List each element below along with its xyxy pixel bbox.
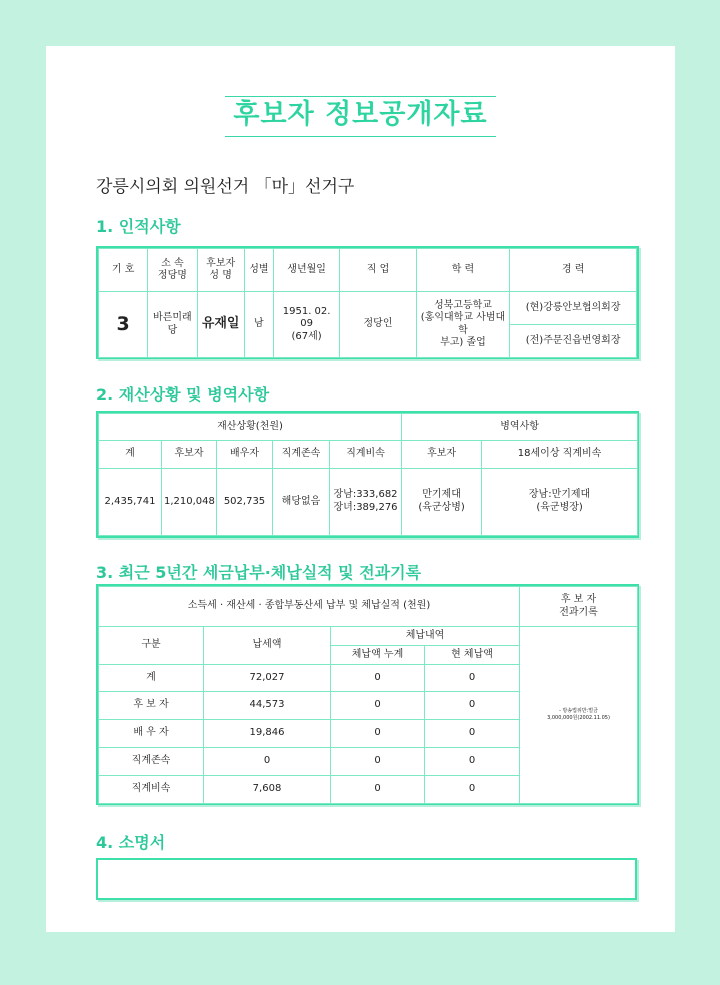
personal-table-box bbox=[96, 246, 639, 359]
career-current: (현)강릉안보협의회장 bbox=[510, 292, 637, 325]
header-gender: 성별 bbox=[244, 249, 273, 292]
tax-table-box bbox=[96, 584, 639, 805]
military-candidate-status: 만기제대 bbox=[422, 489, 461, 501]
property-header-ascendant: 직계존속 bbox=[273, 441, 330, 468]
tax-row-label: 직계존속 bbox=[99, 748, 204, 776]
military-descendant-rank: (육군병장) bbox=[536, 501, 583, 513]
tax-group-header: 소득세 · 재산세 · 종합부동산세 납부 및 체납실적 (천원) bbox=[99, 587, 520, 627]
section-tax-heading: 3. 최근 5년간 세금납부·체납실적 및 전과기록 bbox=[96, 563, 422, 582]
education-line2: (홍익대학교 사범대학 bbox=[420, 312, 506, 336]
tax-row-arrears-total: 0 bbox=[331, 665, 425, 692]
age: (67세) bbox=[291, 330, 322, 342]
tax-row-label: 계 bbox=[99, 665, 204, 692]
crime-header-line2: 전과기록 bbox=[559, 606, 598, 618]
property-total: 2,435,741 bbox=[99, 468, 162, 535]
tax-table bbox=[98, 586, 638, 804]
statement-box bbox=[96, 858, 637, 900]
tax-row-arrears-current: 0 bbox=[425, 665, 520, 692]
header-candidate bbox=[197, 249, 244, 292]
property-header-candidate: 후보자 bbox=[162, 441, 217, 468]
page-title: 후보자 정보공개자료 bbox=[225, 96, 495, 137]
tax-header-arrears: 체납내역 bbox=[331, 627, 520, 646]
tax-row-arrears-current: 0 bbox=[425, 692, 520, 720]
property-spouse: 502,735 bbox=[217, 468, 273, 535]
candidate-name: 유재일 bbox=[197, 292, 244, 358]
tax-row-arrears-total: 0 bbox=[331, 692, 425, 720]
tax-header-paid: 납세액 bbox=[204, 627, 331, 665]
tax-row-paid: 0 bbox=[204, 748, 331, 776]
military-descendant bbox=[482, 468, 638, 535]
header-number-text: 기 호 bbox=[111, 263, 135, 275]
section-statement-heading: 4. 소명서 bbox=[96, 833, 166, 852]
descendant-daughter: 장녀:389,276 bbox=[333, 501, 398, 513]
military-candidate bbox=[402, 468, 482, 535]
property-header-descendant: 직계비속 bbox=[330, 441, 402, 468]
candidate-job: 정당인 bbox=[340, 292, 416, 358]
header-party-line1: 소 속 bbox=[161, 257, 184, 269]
birth-date: 1951. 02. 09 bbox=[282, 305, 331, 330]
candidate-gender: 남 bbox=[244, 292, 273, 358]
header-candidate-line2: 성 명 bbox=[209, 270, 232, 281]
military-candidate-rank: (육군상병) bbox=[418, 501, 465, 513]
document-sheet bbox=[46, 46, 675, 932]
crime-record bbox=[520, 627, 638, 804]
header-party-line2: 정당명 bbox=[157, 270, 187, 281]
header-number bbox=[99, 249, 148, 292]
property-header-spouse: 배우자 bbox=[217, 441, 273, 468]
candidate-birth bbox=[273, 292, 339, 358]
tax-row-paid: 72,027 bbox=[204, 665, 331, 692]
personal-table bbox=[98, 248, 637, 358]
election-district: 강릉시의회 의원선거 「마」선거구 bbox=[96, 177, 355, 197]
header-career: 경 력 bbox=[510, 249, 637, 292]
candidate-number: 3 bbox=[99, 292, 148, 358]
header-candidate-line1: 후보자 bbox=[206, 257, 236, 269]
crime-header-line1: 후 보 자 bbox=[560, 594, 597, 605]
military-descendant-status: 장남:만기제대 bbox=[528, 489, 591, 501]
tax-row-arrears-total: 0 bbox=[331, 776, 425, 804]
crime-record-line1: - 방송법위반:벌금 bbox=[559, 708, 598, 714]
header-party bbox=[148, 249, 197, 292]
crime-header bbox=[520, 587, 638, 627]
tax-row-arrears-current: 0 bbox=[425, 776, 520, 804]
military-header-descendant: 18세이상 직계비속 bbox=[482, 441, 638, 468]
tax-row-label: 직계비속 bbox=[99, 776, 204, 804]
education-line3: 부고) 졸업 bbox=[440, 337, 486, 348]
header-birth: 생년월일 bbox=[273, 249, 339, 292]
header-job: 직 업 bbox=[340, 249, 416, 292]
title-area bbox=[46, 96, 675, 137]
tax-row-paid: 7,608 bbox=[204, 776, 331, 804]
tax-row-paid: 19,846 bbox=[204, 720, 331, 748]
military-group-header: 병역사항 bbox=[402, 414, 638, 441]
tax-header-arrears-current: 현 체납액 bbox=[425, 646, 520, 665]
tax-row-paid: 44,573 bbox=[204, 692, 331, 720]
crime-record-line2: 3,000,000원(2002.11.05) bbox=[547, 715, 610, 721]
property-header-total: 계 bbox=[99, 441, 162, 468]
military-header-candidate: 후보자 bbox=[402, 441, 482, 468]
tax-row-label: 후 보 자 bbox=[99, 692, 204, 720]
property-descendant bbox=[330, 468, 402, 535]
tax-row-label: 배 우 자 bbox=[99, 720, 204, 748]
property-candidate: 1,210,048 bbox=[162, 468, 217, 535]
tax-row-arrears-total: 0 bbox=[331, 748, 425, 776]
candidate-party: 바른미래당 bbox=[148, 292, 197, 358]
tax-header-category: 구분 bbox=[99, 627, 204, 665]
property-ascendant: 해당없음 bbox=[273, 468, 330, 535]
property-table-box bbox=[96, 411, 639, 538]
property-table bbox=[98, 413, 638, 536]
tax-row-arrears-current: 0 bbox=[425, 748, 520, 776]
section-property-heading: 2. 재산상황 및 병역사항 bbox=[96, 385, 270, 404]
tax-row-arrears-current: 0 bbox=[425, 720, 520, 748]
header-education: 학 력 bbox=[416, 249, 510, 292]
descendant-son: 장남:333,682 bbox=[333, 489, 398, 501]
tax-header-arrears-total: 체납액 누계 bbox=[331, 646, 425, 665]
candidate-education bbox=[416, 292, 510, 358]
career-former: (전)주문진읍번영회장 bbox=[510, 325, 637, 358]
section-personal-heading: 1. 인적사항 bbox=[96, 217, 181, 236]
education-line1: 성북고등학교 bbox=[433, 299, 492, 311]
property-group-header: 재산상황(천원) bbox=[99, 414, 402, 441]
tax-row-arrears-total: 0 bbox=[331, 720, 425, 748]
